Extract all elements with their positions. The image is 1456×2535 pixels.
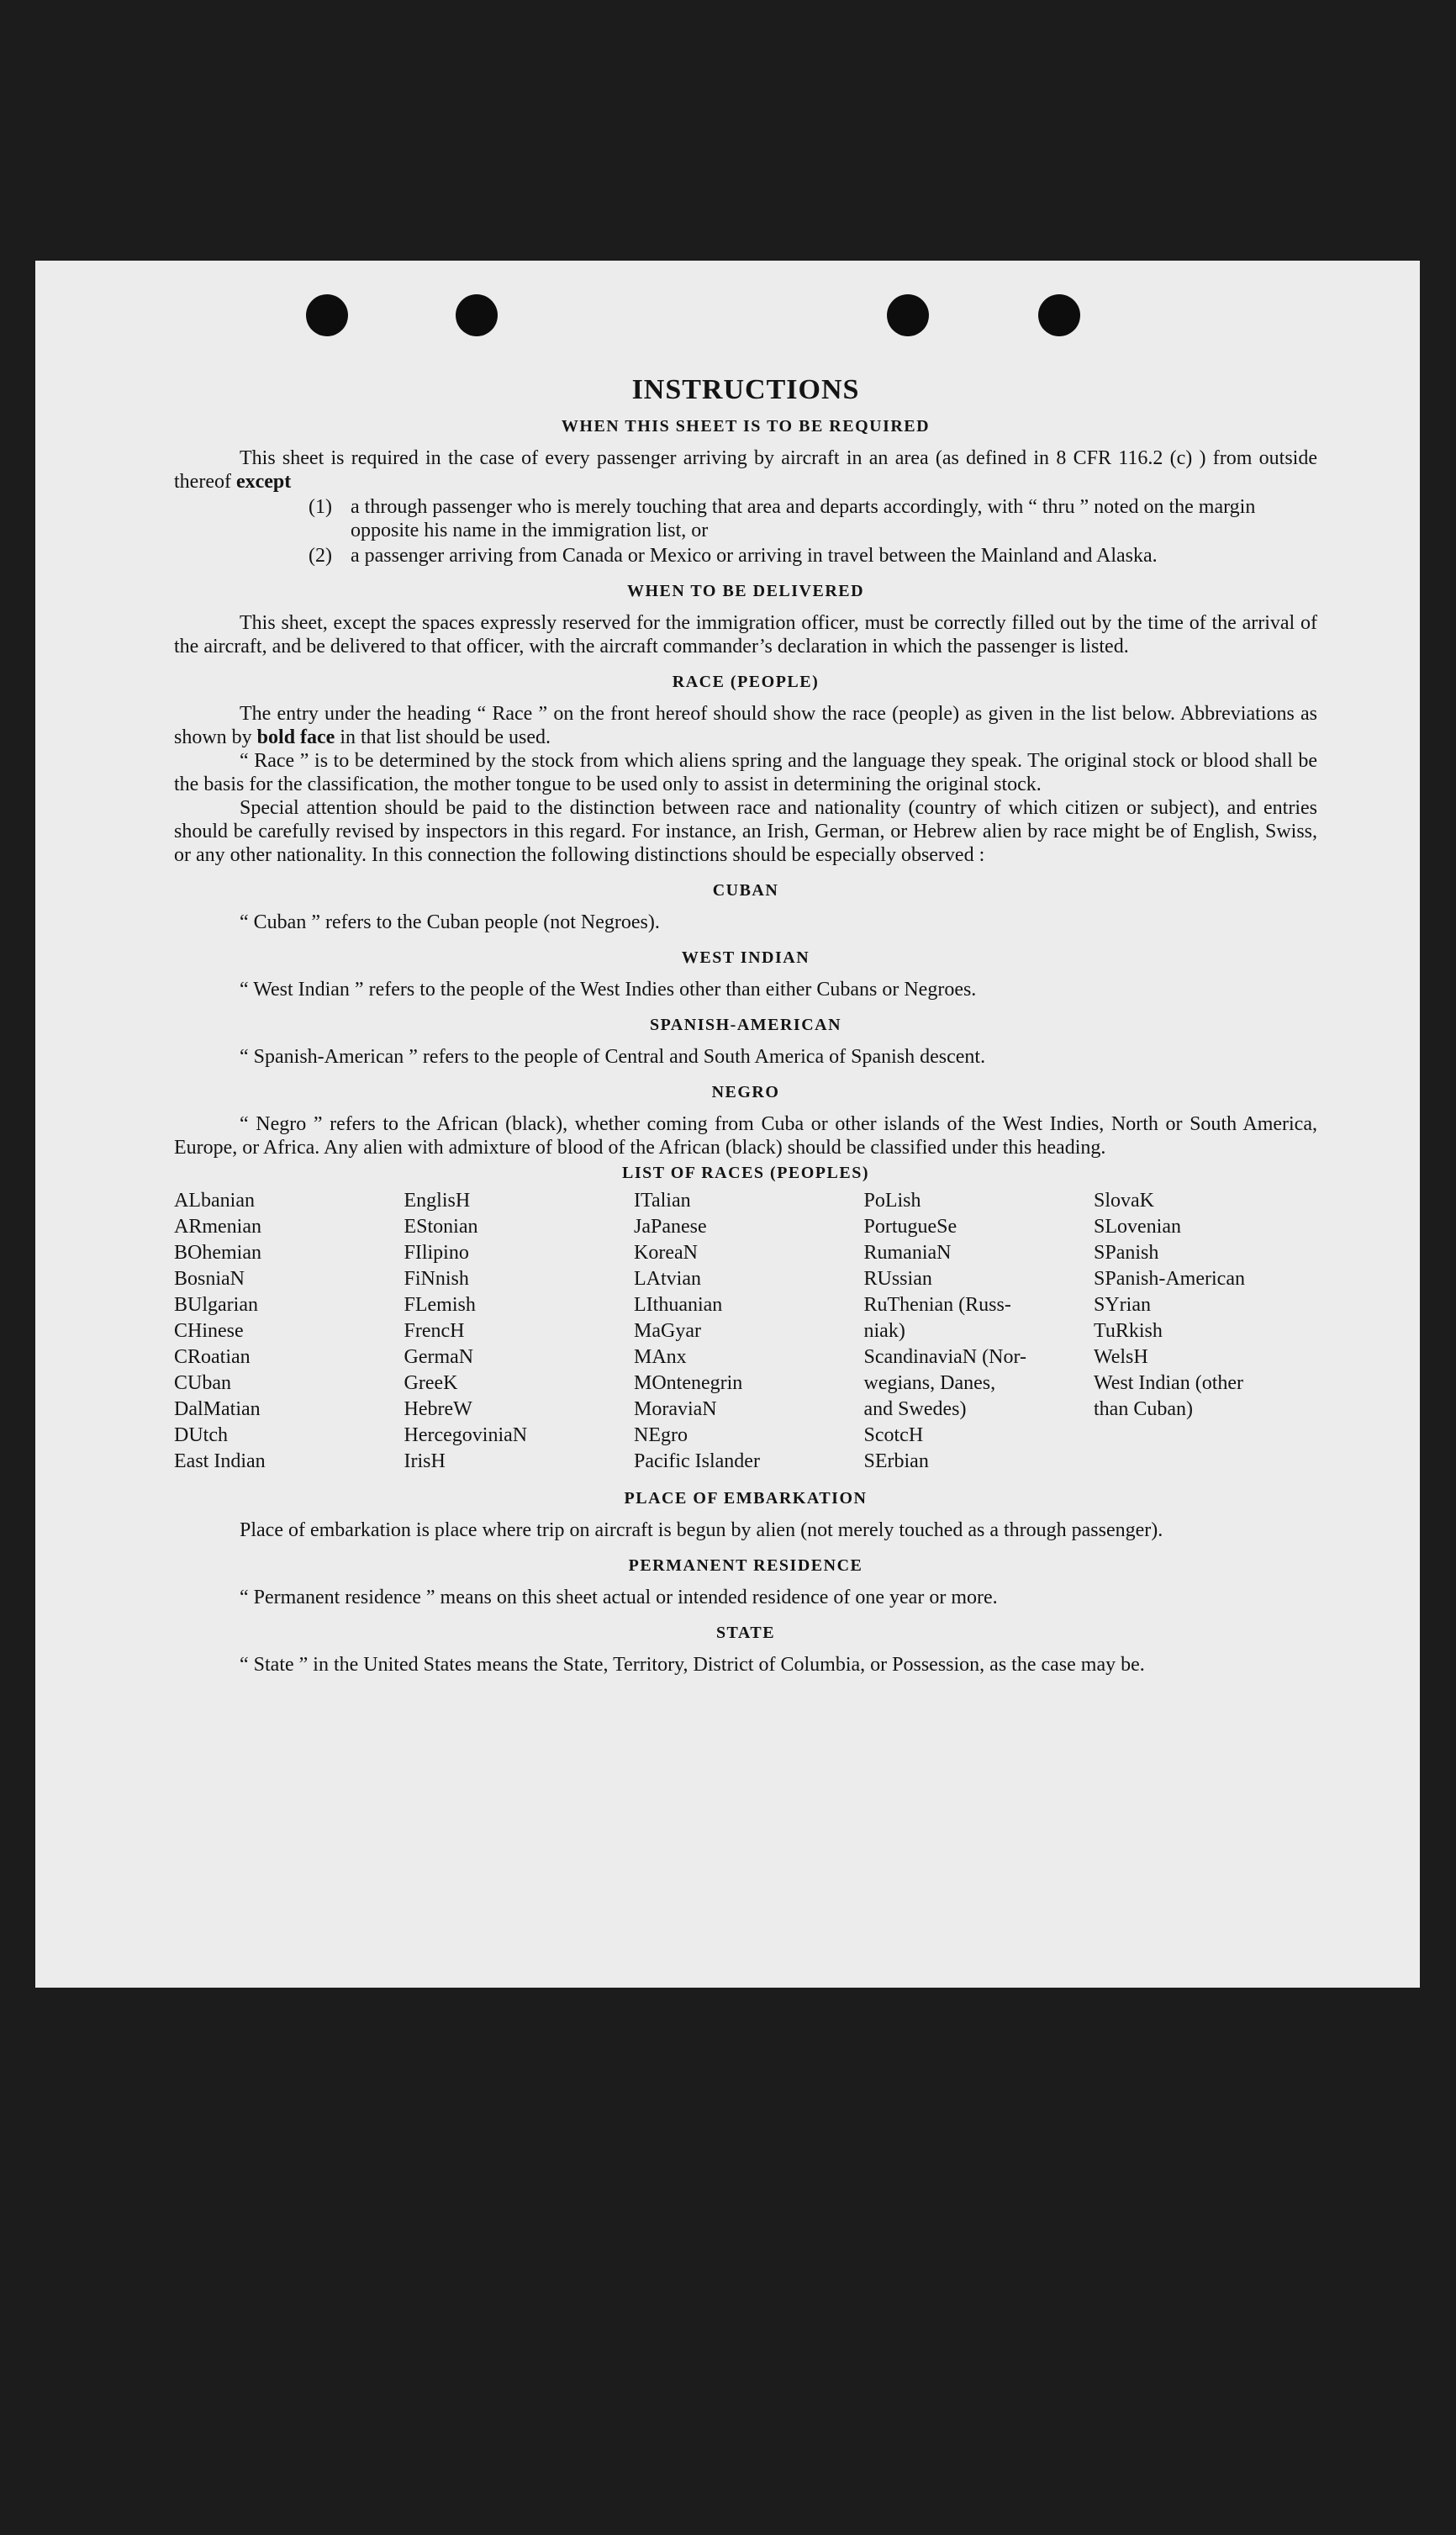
race-entry: LAtvian: [634, 1268, 701, 1290]
race-entry: SErbian: [863, 1450, 929, 1472]
paragraph: “ Race ” is to be determined by the stock from which aliens spring and the language they speak. The original stock or blood shall be the basis for the classification, the mother tongue to be used only to assist in determining the original stock.: [174, 750, 1317, 795]
page-title: INSTRUCTIONS: [631, 374, 860, 405]
punch-hole: [456, 294, 498, 336]
section-heading: STATE: [715, 1624, 776, 1642]
paragraph: “ West Indian ” refers to the people of the West Indies other than either Cubans or Negroes.: [240, 979, 977, 1001]
race-entry: than Cuban): [1094, 1398, 1193, 1420]
races-column: [864, 1188, 1088, 1475]
race-entry: IrisH: [404, 1450, 446, 1472]
race-entry: Pacific Islander: [634, 1450, 760, 1472]
race-entry: EnglisH: [404, 1190, 471, 1212]
race-entry: CHinese: [174, 1320, 244, 1342]
race-entry: FLemish: [404, 1294, 476, 1316]
section-heading: WHEN TO BE DELIVERED: [626, 582, 865, 600]
race-entry: ALbanian: [174, 1190, 255, 1212]
race-entry: MAnx: [634, 1346, 687, 1368]
race-entry: DalMatian: [174, 1398, 261, 1420]
race-entry: GreeK: [404, 1372, 458, 1394]
races-column: [174, 1188, 398, 1475]
race-entry: SlovaK: [1094, 1190, 1154, 1212]
race-entry: SPanish: [1094, 1242, 1159, 1264]
instructions-content: [174, 374, 1317, 1677]
race-entry: HercegoviniaN: [404, 1424, 528, 1446]
race-entry: CRoatian: [174, 1346, 251, 1368]
race-entry: MaGyar: [634, 1320, 701, 1342]
list-item: (2) a passenger arriving from Canada or Mexico or arriving in travel between the Mainland and Alaska.: [309, 545, 1158, 567]
race-entry: BosniaN: [174, 1268, 245, 1290]
races-list: [174, 1188, 1317, 1475]
section-heading: CUBAN: [712, 881, 779, 900]
races-column: [404, 1188, 628, 1475]
list-item: (1) a through passenger who is merely touching that area and departs accordingly, with “ thru ” noted on the margin opposite his name in the immigration list, or: [309, 496, 1256, 541]
race-entry: BUlgarian: [174, 1294, 258, 1316]
race-entry: niak): [863, 1320, 905, 1342]
race-entry: GermaN: [404, 1346, 474, 1368]
paragraph: Place of embarkation is place where trip on aircraft is begun by alien (not merely touched as a through passenger).: [240, 1519, 1163, 1541]
race-entry: CUban: [174, 1372, 231, 1394]
paragraph: “ Permanent residence ” means on this sheet actual or intended residence of one year or more.: [240, 1587, 998, 1608]
race-entry: WelsH: [1094, 1346, 1148, 1368]
paragraph: “ State ” in the United States means the State, Territory, District of Columbia, or Possession, as the case may be.: [240, 1654, 1145, 1676]
race-entry: TuRkish: [1094, 1320, 1163, 1342]
race-entry: FrencH: [404, 1320, 465, 1342]
races-column: [634, 1188, 857, 1475]
race-entry: SLovenian: [1094, 1216, 1181, 1238]
race-entry: NEgro: [634, 1424, 688, 1446]
paragraph: This sheet, except the spaces expressly reserved for the immigration officer, must be correctly filled out by the time of the arrival of the aircraft, and be delivered to that officer, with the aircraft commander’s declaration in which the passenger is listed.: [174, 612, 1317, 658]
race-entry: HebreW: [404, 1398, 472, 1420]
race-entry: JaPanese: [634, 1216, 707, 1238]
paragraph: “ Spanish-American ” refers to the people of Central and South America of Spanish descent.: [240, 1046, 986, 1068]
race-entry: SPanish-American: [1094, 1268, 1245, 1290]
race-entry: ScotcH: [863, 1424, 924, 1446]
race-entry: ScandinaviaN (Nor-: [863, 1346, 1026, 1368]
race-entry: EStonian: [404, 1216, 478, 1238]
race-entry: ARmenian: [174, 1216, 261, 1238]
races-column: [1094, 1188, 1317, 1475]
section-heading: WEST INDIAN: [681, 948, 810, 967]
race-entry: MoraviaN: [634, 1398, 717, 1420]
punch-hole: [1038, 294, 1080, 336]
race-entry: DUtch: [174, 1424, 228, 1446]
section-heading: NEGRO: [711, 1083, 780, 1101]
paragraph: The entry under the heading “ Race ” on the front hereof should show the race (people) as given in the list below. Abbreviations as shown by bold face in that list should be used.: [174, 703, 1317, 748]
race-entry: RUssian: [863, 1268, 932, 1290]
section-heading: SPANISH-AMERICAN: [649, 1016, 842, 1034]
paragraph: Special attention should be paid to the distinction between race and nationality (country of which citizen or subject), and entries should be carefully revised by inspectors in this regard. For instance, an Irish, German, or Hebrew alien by race might be of English, Swiss, or any other nationality. In this connection the following distinctions should be especially observed :: [174, 797, 1317, 866]
race-entry: and Swedes): [863, 1398, 967, 1420]
race-entry: PortugueSe: [863, 1216, 957, 1238]
race-entry: FiNnish: [404, 1268, 469, 1290]
punch-hole: [306, 294, 348, 336]
race-entry: SYrian: [1094, 1294, 1151, 1316]
race-entry: ITalian: [634, 1190, 691, 1212]
race-entry: KoreaN: [634, 1242, 698, 1264]
paragraph: “ Negro ” refers to the African (black), whether coming from Cuba or other islands of the West Indies, North or South America, Europe, or Africa. Any alien with admixture of blood of the African (black) should be classified under this heading.: [174, 1113, 1317, 1159]
section-heading: LIST OF RACES (PEOPLES): [621, 1164, 869, 1182]
race-entry: PoLish: [863, 1190, 921, 1212]
section-heading: PERMANENT RESIDENCE: [628, 1556, 863, 1575]
punch-hole: [887, 294, 929, 336]
section-heading: PLACE OF EMBARKATION: [624, 1489, 868, 1508]
paragraph: This sheet is required in the case of every passenger arriving by aircraft in an area (as defined in 8 CFR 116.2 (c) ) from outside thereof except: [174, 447, 1317, 493]
race-entry: West Indian (other: [1094, 1372, 1244, 1394]
race-entry: MOntenegrin: [634, 1372, 743, 1394]
section-heading: RACE (PEOPLE): [672, 673, 820, 691]
document-page: [35, 261, 1420, 1988]
race-entry: wegians, Danes,: [863, 1372, 996, 1394]
race-entry: RuThenian (Russ-: [863, 1294, 1011, 1316]
section-heading: WHEN THIS SHEET IS TO BE REQUIRED: [561, 417, 931, 436]
race-entry: RumaniaN: [863, 1242, 952, 1264]
paragraph: “ Cuban ” refers to the Cuban people (not Negroes).: [240, 911, 660, 933]
race-entry: BOhemian: [174, 1242, 261, 1264]
race-entry: East Indian: [174, 1450, 266, 1472]
race-entry: FIlipino: [404, 1242, 469, 1264]
race-entry: LIthuanian: [634, 1294, 723, 1316]
